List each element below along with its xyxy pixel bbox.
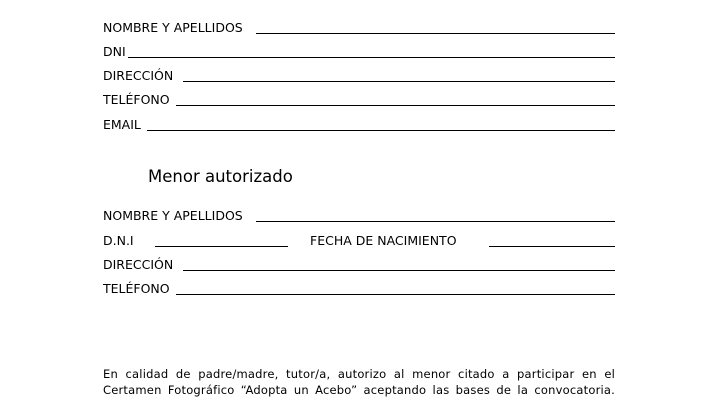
minor-dni-birthdate-row [103, 232, 615, 250]
guardian-name-field[interactable] [103, 19, 615, 37]
guardian-address-line[interactable] [183, 81, 615, 82]
guardian-dni-field[interactable] [103, 43, 615, 61]
guardian-phone-field[interactable] [103, 91, 615, 109]
guardian-name-line[interactable] [256, 33, 615, 34]
minor-name-field[interactable] [103, 207, 615, 225]
guardian-dni-line[interactable] [128, 57, 615, 58]
minor-phone-field[interactable] [103, 280, 615, 298]
minor-birthdate-line[interactable] [489, 246, 615, 247]
guardian-email-line[interactable] [147, 130, 615, 131]
minor-birthdate-label: FECHA DE NACIMIENTO [310, 233, 457, 248]
minor-phone-line[interactable] [176, 294, 615, 295]
guardian-email-field[interactable] [103, 116, 615, 134]
guardian-email-label: EMAIL [103, 117, 141, 132]
minor-address-line[interactable] [183, 270, 615, 271]
minor-address-label: DIRECCIÓN [103, 257, 174, 272]
guardian-address-field[interactable] [103, 67, 615, 85]
authorization-line-2: Certamen Fotográfico “Adopta un Acebo” aceptando las bases de la convocatoria. [103, 383, 615, 397]
minor-name-label: NOMBRE Y APELLIDOS [103, 208, 243, 223]
guardian-name-label: NOMBRE Y APELLIDOS [103, 20, 243, 35]
minor-dni-line[interactable] [155, 246, 288, 247]
minor-section-title: Menor autorizado [148, 167, 293, 186]
minor-phone-label: TELÉFONO [103, 281, 170, 296]
authorization-line-1: En calidad de padre/madre, tutor/a, autorizo al menor citado a participar en el [103, 367, 615, 381]
minor-name-line[interactable] [256, 221, 615, 222]
guardian-address-label: DIRECCIÓN [103, 68, 174, 83]
minor-address-field[interactable] [103, 256, 615, 274]
guardian-phone-line[interactable] [176, 105, 615, 106]
minor-dni-label: D.N.I [103, 233, 134, 248]
guardian-dni-label: DNI [103, 44, 126, 59]
guardian-phone-label: TELÉFONO [103, 92, 170, 107]
authorization-paragraph [103, 366, 615, 398]
